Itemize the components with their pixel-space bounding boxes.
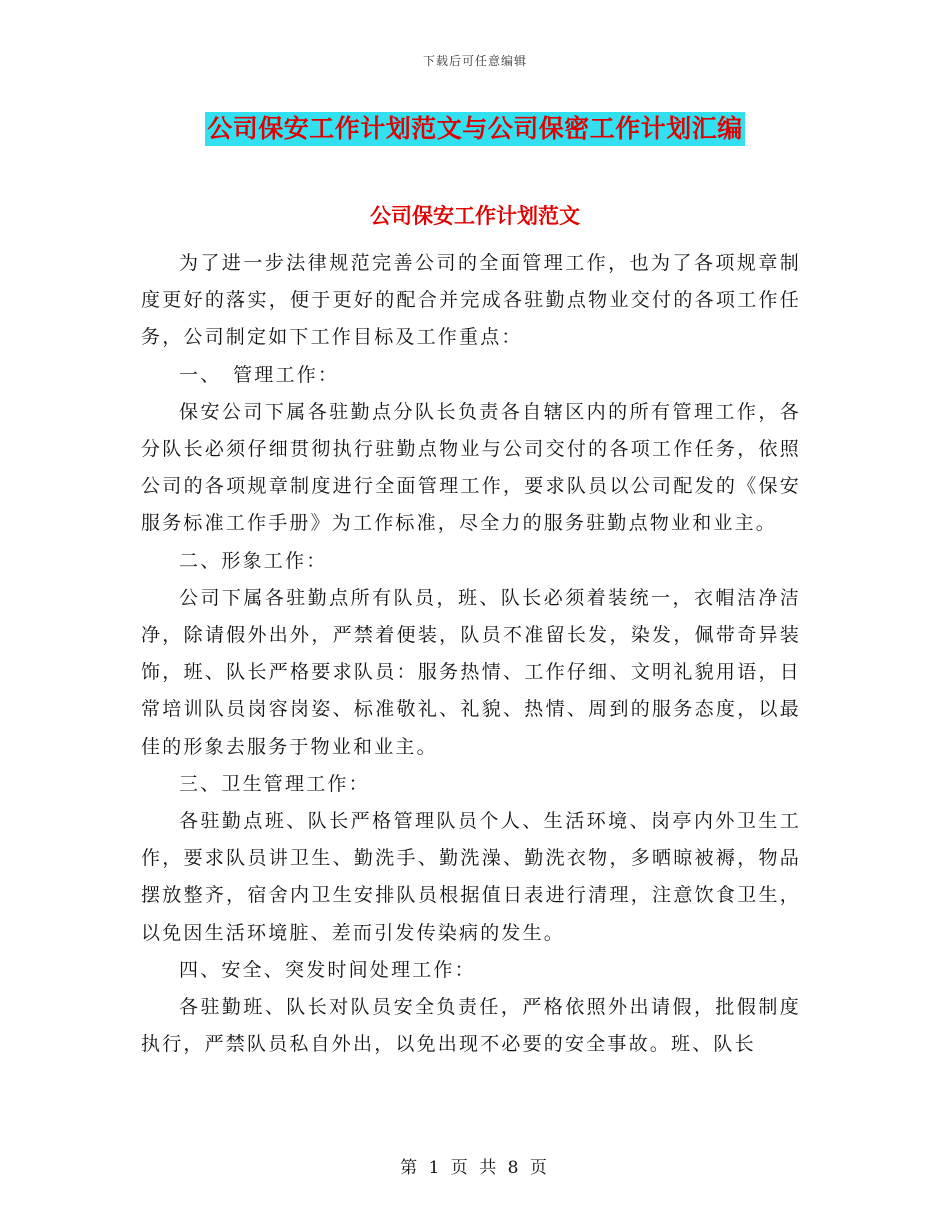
paragraph-intro: 为了进一步法律规范完善公司的全面管理工作，也为了各项规章制度更好的落实，便于更好的配合并完成各驻勤点物业交付的各项工作任务，公司制定如下工作目标及工作重点： [141,252,801,349]
paragraph-image: 公司下属各驻勤点所有队员，班、队长必须着装统一，衣帽洁净洁净，除请假外出外，严禁着便装，队员不准留长发，染发，佩带奇异装饰，班、队长严格要求队员：服务热情、工作仔细、文明礼貌用语，日常培训队员岗容岗姿、标准敬礼、礼貌、热情、周到的服务态度，以最佳的形象去服务于物业和业主。 [141,586,801,758]
heading-management: 一、 管理工作： [179,363,340,386]
heading-hygiene: 三、卫生管理工作： [179,772,370,795]
header-note: 下载后可任意编辑 [422,54,527,68]
heading-image: 二、形象工作： [179,549,328,572]
main-title: 公司保安工作计划范文与公司保密工作计划汇编 [205,112,745,146]
main-title-container [0,112,950,146]
paragraph-management: 保安公司下属各驻勤点分队长负责各自辖区内的所有管理工作，各分队长必须仔细贯彻执行驻勤点物业与公司交付的各项工作任务，依照公司的各项规章制度进行全面管理工作，要求队员以公司配发的《保安服务标准工作手册》为工作标准，尽全力的服务驻勤点物业和业主。 [141,400,801,535]
paragraph-hygiene: 各驻勤点班、队长严格管理队员个人、生活环境、岗亭内外卫生工作，要求队员讲卫生、勤洗手、勤洗澡、勤洗衣物，多晒晾被褥，物品摆放整齐，宿舍内卫生安排队员根据值日表进行清理，注意饮食卫生，以免因生活环境脏、差而引发传染病的发生。 [141,810,801,944]
section-title: 公司保安工作计划范文 [370,204,580,228]
body-text [141,245,801,1063]
heading-safety: 四、安全、突发时间处理工作： [179,958,476,981]
page-footer: 第 1 页 共 8 页 [400,1158,550,1178]
paragraph-safety: 各驻勤班、队长对队员安全负责任，严格依照外出请假，批假制度执行，严禁队员私自外出，以免出现不必要的安全事故。班、队长 [141,996,801,1056]
